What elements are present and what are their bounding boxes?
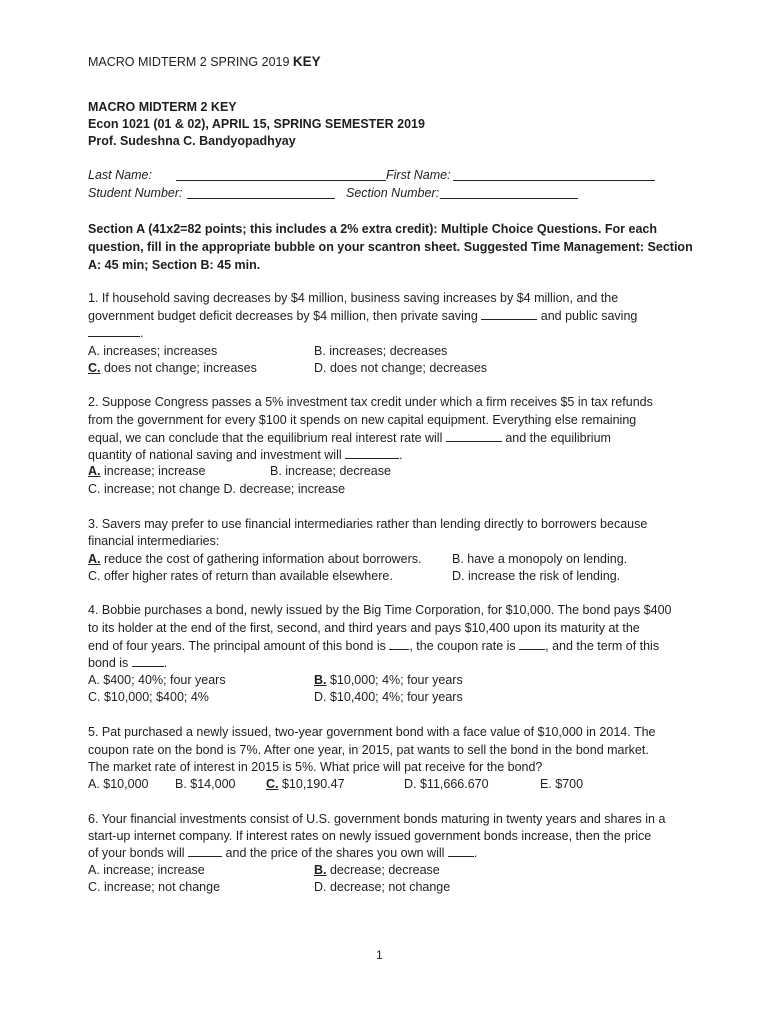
q3-option-c: C. offer higher rates of return than available elsewhere.	[88, 569, 393, 583]
exam-title: MACRO MIDTERM 2 KEY	[88, 100, 237, 114]
last-name-field[interactable]	[176, 180, 386, 181]
q5-option-c: C. $10,190.47	[266, 777, 345, 791]
student-number-field[interactable]	[187, 198, 335, 199]
last-name-label: Last Name:	[88, 168, 152, 182]
course-line: Econ 1021 (01 & 02), APRIL 15, SPRING SEMESTER 2019	[88, 117, 425, 131]
q6-option-b: B. decrease; decrease	[314, 863, 440, 877]
q4-stem-line-2: to its holder at the end of the first, second, and third years and pays $10,400 upon its maturity at the	[88, 621, 640, 635]
q6-option-a: A. increase; increase	[88, 863, 205, 877]
q6-option-d: D. decrease; not change	[314, 880, 451, 894]
q2-stem-line-1: 2. Suppose Congress passes a 5% investment tax credit under which a firm receives $5 in tax refunds	[88, 395, 653, 409]
q5-stem-line-1: 5. Pat purchased a newly issued, two-year government bond with a face value of $10,000 in 2014. The	[88, 725, 656, 739]
q5-stem-line-2: coupon rate on the bond is 7%. After one year, in 2015, pat wants to sell the bond in the bond market.	[88, 743, 649, 757]
q4-stem-line-1: 4. Bobbie purchases a bond, newly issued by the Big Time Corporation, for $10,000. The bond pays $400	[88, 603, 672, 617]
q5-option-d: D. $11,666.670	[404, 777, 489, 791]
section-number-label: Section Number:	[346, 186, 440, 200]
q1-stem-line-3: .	[88, 325, 143, 341]
q1-blank-2	[88, 325, 140, 337]
q4-option-a: A. $400; 40%; four years	[88, 673, 226, 687]
q3-option-a: A. reduce the cost of gathering information about borrowers.	[88, 552, 422, 566]
student-number-label: Student Number:	[88, 186, 183, 200]
q2-blank-2	[345, 447, 399, 459]
q2-stem-line-2: from the government for every $100 it spends on new capital equipment. Everything else remaining	[88, 413, 637, 427]
q1-answer-mark: C.	[88, 361, 101, 375]
instructions-line-2: question, fill in the appropriate bubble on your scantron sheet. Suggested Time Management: Section	[88, 240, 693, 254]
q2-option-a: A. increase; increase	[88, 464, 206, 478]
q4-option-d: D. $10,400; 4%; four years	[314, 690, 463, 704]
q3-option-b: B. have a monopoly on lending.	[452, 552, 628, 566]
q1-option-c: C. does not change; increases	[88, 361, 257, 375]
q6-blank-2	[448, 845, 474, 857]
q6-blank-1	[188, 845, 222, 857]
q4-blank-2	[519, 638, 545, 650]
q1-option-d: D. does not change; decreases	[314, 361, 488, 375]
q2-stem-line-4: quantity of national saving and investment will .	[88, 448, 403, 462]
professor-line: Prof. Sudeshna C. Bandyopadhyay	[88, 134, 296, 148]
page-number: 1	[376, 948, 383, 962]
q4-stem-line-3: end of four years. The principal amount of this bond is , the coupon rate is , and the term of this	[88, 639, 660, 653]
q3-stem-line-2: financial intermediaries:	[88, 534, 220, 548]
q5-option-b: B. $14,000	[175, 777, 236, 791]
q6-answer-mark: B.	[314, 863, 327, 877]
q4-blank-3	[132, 655, 164, 667]
q5-option-e: E. $700	[540, 777, 584, 791]
q2-option-b: B. increase; decrease	[270, 464, 391, 478]
q3-option-d: D. increase the risk of lending.	[452, 569, 621, 583]
instructions-line-1: Section A (41x2=82 points; this includes a 2% extra credit): Multiple Choice Questions. For each	[88, 222, 658, 236]
q3-answer-mark: A.	[88, 552, 101, 566]
q1-option-b: B. increases; decreases	[314, 344, 448, 358]
q2-blank-1	[446, 430, 502, 442]
q3-stem-line-1: 3. Savers may prefer to use financial intermediaries rather than lending directly to borrowers because	[88, 517, 648, 531]
top-title-text: MACRO MIDTERM 2 SPRING 2019	[88, 55, 293, 69]
top-title	[88, 54, 321, 69]
key-mark: KEY	[292, 54, 321, 69]
q1-blank-1	[481, 308, 537, 320]
q6-stem-line-1: 6. Your financial investments consist of U.S. government bonds maturing in twenty years and shares in a	[88, 812, 666, 826]
first-name-label: First Name:	[386, 168, 451, 182]
q5-answer-mark: C.	[266, 777, 279, 791]
instructions-line-3: A: 45 min; Section B: 45 min.	[88, 258, 261, 272]
section-number-field[interactable]	[440, 198, 578, 199]
q2-answer-mark: A.	[88, 464, 101, 478]
q5-option-a: A. $10,000	[88, 777, 149, 791]
q4-answer-mark: B.	[314, 673, 327, 687]
q4-stem-line-4: bond is .	[88, 656, 168, 670]
q1-option-a: A. increases; increases	[88, 344, 218, 358]
q6-stem-line-2: start-up internet company. If interest rates on newly issued government bonds increase, then the price	[88, 829, 652, 843]
q2-option-c-d: C. increase; not change D. decrease; increase	[88, 482, 346, 496]
q5-stem-line-3: The market rate of interest in 2015 is 5%. What price will pat receive for the bond?	[88, 760, 543, 774]
q4-blank-1	[389, 638, 409, 650]
q1-stem-line-2: government budget deficit decreases by $4 million, then private saving and public saving	[88, 309, 638, 323]
q1-stem-line-1: 1. If household saving decreases by $4 million, business saving increases by $4 million, and the	[88, 291, 619, 305]
q4-option-c: C. $10,000; $400; 4%	[88, 690, 209, 704]
first-name-field[interactable]	[453, 180, 655, 181]
q6-option-c: C. increase; not change	[88, 880, 221, 894]
q4-option-b: B. $10,000; 4%; four years	[314, 673, 463, 687]
q2-stem-line-3: equal, we can conclude that the equilibrium real interest rate will and the equilibrium	[88, 431, 611, 445]
q6-stem-line-3: of your bonds will and the price of the shares you own will .	[88, 846, 478, 860]
